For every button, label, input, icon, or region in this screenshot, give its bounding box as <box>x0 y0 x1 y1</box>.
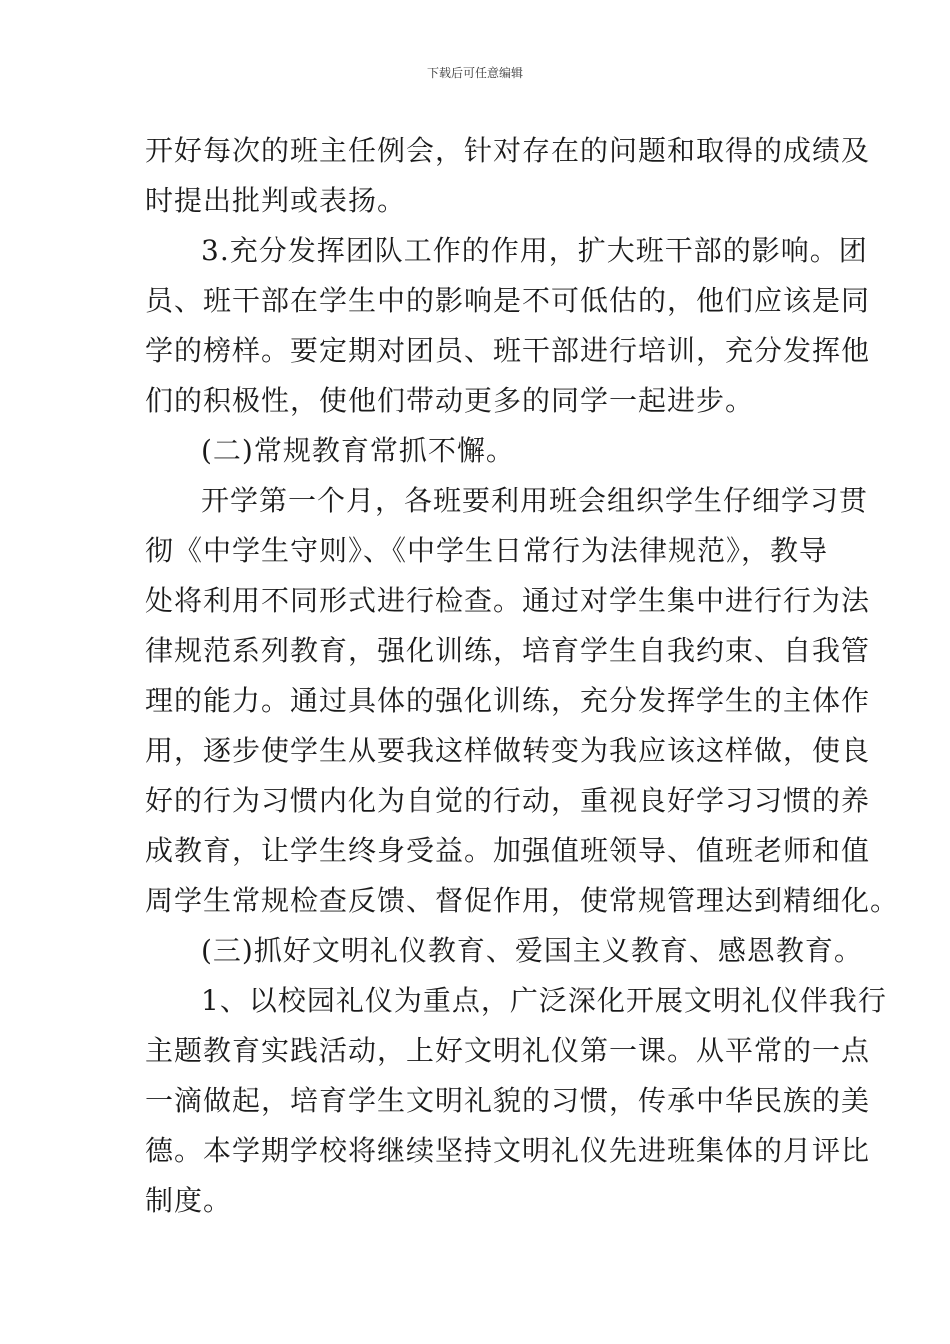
text-line: 3.充分发挥团队工作的作用，扩大班干部的影响。团 <box>201 234 868 267</box>
text-line: 们的积极性，使他们带动更多的同学一起进步。 <box>145 384 755 417</box>
text-line: 制度。 <box>145 1184 233 1217</box>
text-line: 周学生常规检查反馈、督促作用，使常规管理达到精细化。 <box>145 884 900 917</box>
text-line: 开好每次的班主任例会，针对存在的问题和取得的成绩及 <box>145 134 871 167</box>
text-line: 彻《中学生守则》、《中学生日常行为法律规范》，教导 <box>145 534 829 567</box>
paragraph <box>145 226 871 426</box>
text-line: 用，逐步使学生从要我这样做转变为我应该这样做，使良 <box>145 734 871 767</box>
text-line: (二)常规教育常抓不懈。 <box>201 434 515 467</box>
text-line: 开学第一个月，各班要利用班会组织学生仔细学习贯 <box>201 484 869 517</box>
section-heading <box>145 426 807 476</box>
text-line: 员、班干部在学生中的影响是不可低估的，他们应该是同 <box>145 284 871 317</box>
text-line: 一滴做起，培育学生文明礼貌的习惯，传承中华民族的美 <box>145 1084 871 1117</box>
page-header: 下载后可任意编辑 <box>426 66 523 80</box>
text-line: 时提出批判或表扬。 <box>145 184 407 217</box>
text-line: 理的能力。通过具体的强化训练，充分发挥学生的主体作 <box>145 684 871 717</box>
text-line: 成教育，让学生终身受益。加强值班领导、值班老师和值 <box>145 834 871 867</box>
text-line: 学的榜样。要定期对团员、班干部进行培训，充分发挥他 <box>145 334 871 367</box>
text-line: 主题教育实践活动，上好文明礼仪第一课。从平常的一点 <box>145 1034 871 1067</box>
section-heading <box>145 926 863 976</box>
paragraph <box>145 976 887 1226</box>
text-line: 律规范系列教育，强化训练，培育学生自我约束、自我管 <box>145 634 871 667</box>
text-line: 处将利用不同形式进行检查。通过对学生集中进行行为法 <box>145 584 871 617</box>
text-line: 德。本学期学校将继续坚持文明礼仪先进班集体的月评比 <box>145 1134 871 1167</box>
document-body <box>145 126 900 1226</box>
text-line: 好的行为习惯内化为自觉的行动，重视良好学习习惯的养 <box>145 784 871 817</box>
text-line: (三)抓好文明礼仪教育、爱国主义教育、感恩教育。 <box>201 934 863 967</box>
paragraph <box>145 126 871 226</box>
paragraph <box>145 476 900 926</box>
text-line: 1、以校园礼仪为重点，广泛深化开展文明礼仪伴我行 <box>201 984 887 1017</box>
